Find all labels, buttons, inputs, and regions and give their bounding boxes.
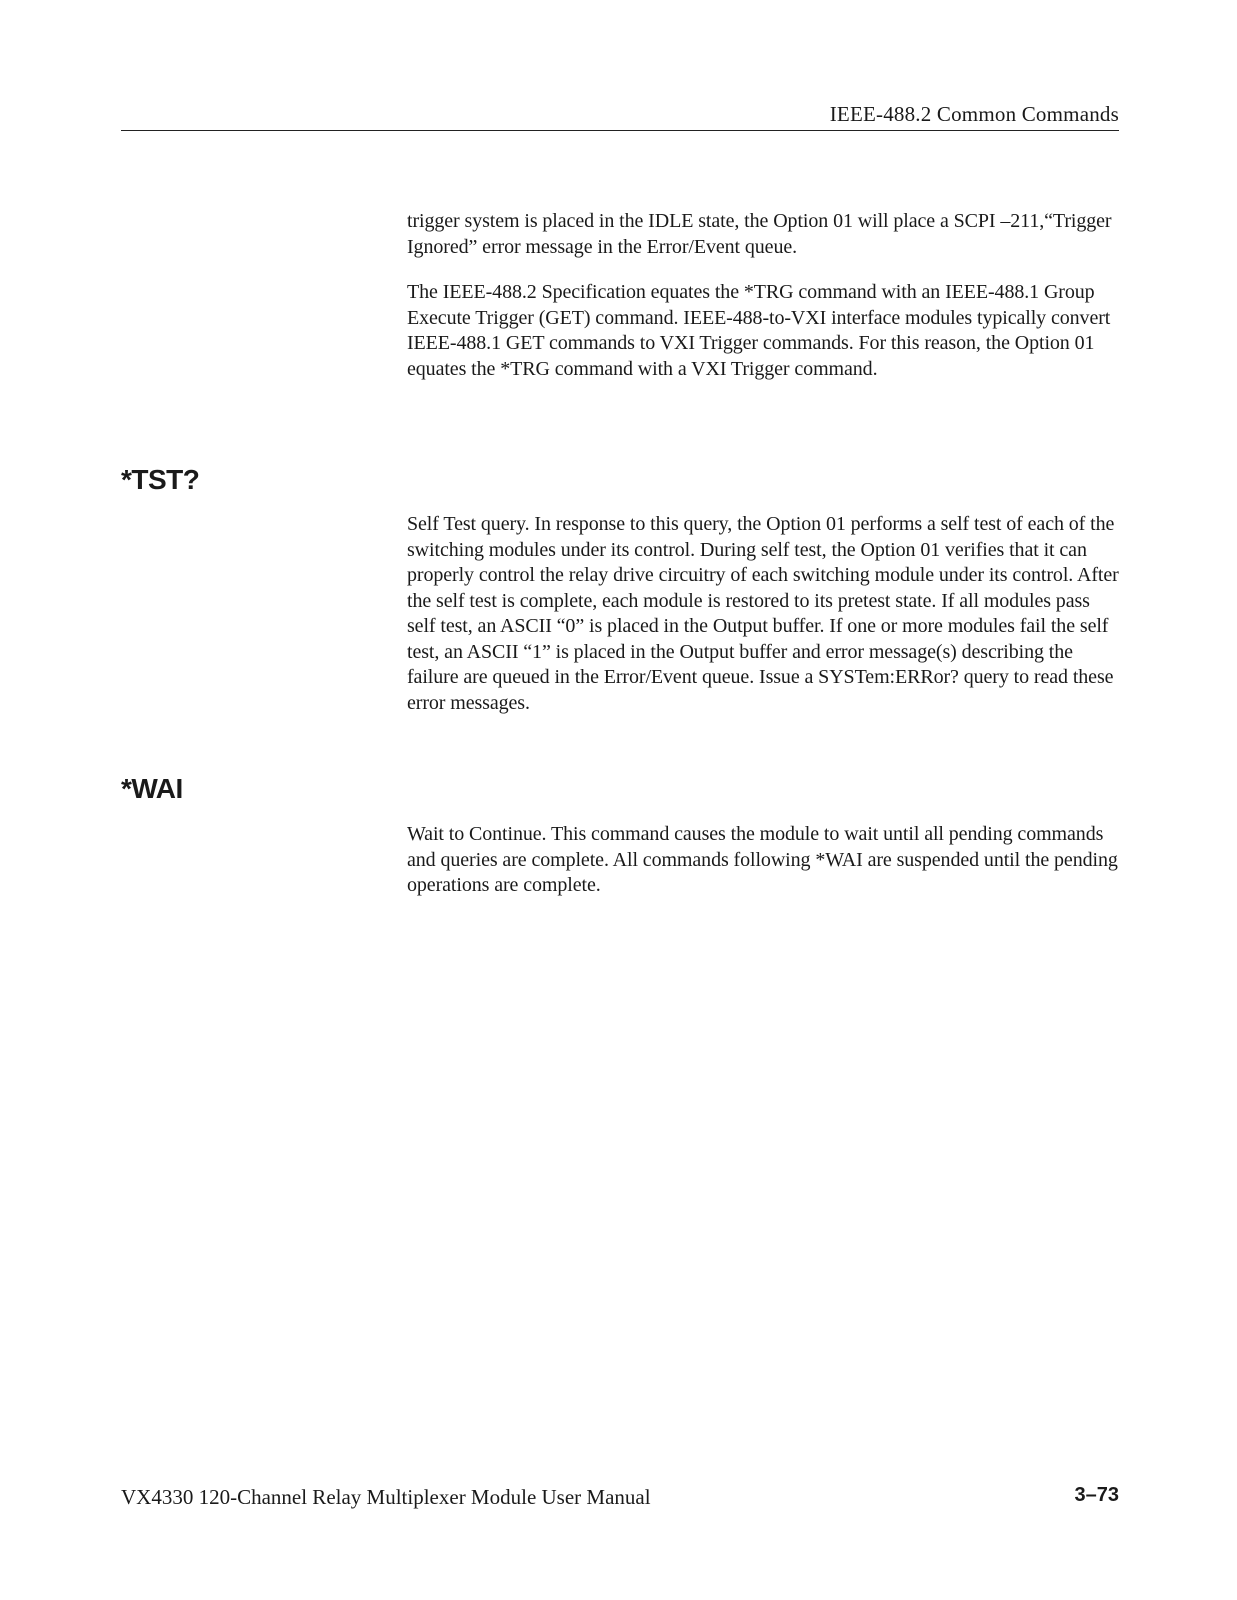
section-paragraph: Self Test query. In response to this query, the Option 01 performs a self test of each of the switching modules under its control. During self test, the Option 01 verifies that it can properly control the relay drive circuitry of each switching module under its control. After the self test is complete, each module is restored to its pretest state. If all modules pass self test, an ASCII “0” is placed in the Output buffer. If one or more modules fail the self test, an ASCII “1” is placed in the Output buffer and error message(s) describing the failure are queued in the Error/Event queue. Issue a SYSTem:ERRor? query to read these error messages. [407,513,1119,714]
intro-paragraph: trigger system is placed in the IDLE state, the Option 01 will place a SCPI –211,“Trigger Ignored” error message in the Error/Event queue. [407,210,1112,258]
section-heading-tst: *TST? [121,464,200,495]
running-header: IEEE-488.2 Common Commands [829,102,1119,126]
section-body-wai [407,822,1119,899]
header-rule [121,130,1119,131]
footer-page-number: 3–73 [1074,1484,1119,1506]
section-heading-wai: *WAI [121,773,183,804]
intro-paragraph: The IEEE-488.2 Specification equates the *TRG command with an IEEE-488.1 Group Execute Trigger (GET) command. IEEE-488-to-VXI interface modules typically convert IEEE-488.1 GET commands to VXI Trigger commands. For this reason, the Option 01 equates the *TRG command with a VXI Trigger command. [407,281,1111,380]
footer-manual-title: VX4330 120-Channel Relay Multiplexer Module User Manual [121,1485,651,1509]
section-paragraph: Wait to Continue. This command causes the module to wait until all pending commands and queries are complete. All commands following *WAI are suspended until the pending operations are complete. [407,823,1118,896]
section-body-tst [407,512,1119,716]
intro-text-block [407,209,1119,382]
